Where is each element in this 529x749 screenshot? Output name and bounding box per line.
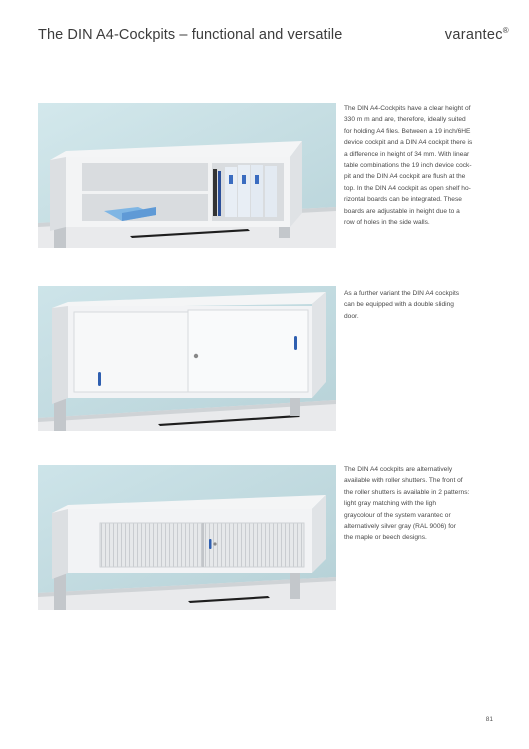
page-title: The DIN A4-Cockpits – functional and versatile — [38, 27, 343, 43]
page-header — [38, 27, 511, 49]
section-3-description: The DIN A4 cockpits are alternatively available with roller shutters. The front of the roller shutters is available in 2 patterns: light gray matching with the ligh graycolour of the system varantec or alternatively silver gray (RAL 9006) for the maple or beech designs. — [344, 466, 470, 542]
section-2-description: As a further variant the DIN A4 cockpits can be equipped with a double sliding door. — [344, 290, 460, 320]
roller-shutter-cockpit-photo — [38, 465, 336, 610]
registered-mark: ® — [502, 26, 509, 35]
sliding-door-cockpit-photo — [38, 286, 336, 431]
section-1-description: The DIN A4-Cockpits have a clear height of 330 m m and are, therefore, ideally suited for holding A4 files. Between a 19 inch/6HE device cockpit and a DIN A4 cockpit there is a difference in height of 34 mm. With linear table combinations the 19 inch device cock- pit and the DIN A4 cockpit are flush at the top. In the DIN A4 cockpit as open shelf ho- rizontal boards can be integrated. These boards are adjustable in height due to a row of holes in the side walls. — [344, 105, 473, 227]
page-number: 81 — [485, 716, 493, 723]
brand-logo — [445, 27, 509, 43]
brand-name: varantec — [444, 27, 503, 43]
open-shelf-cockpit-photo — [38, 103, 336, 248]
